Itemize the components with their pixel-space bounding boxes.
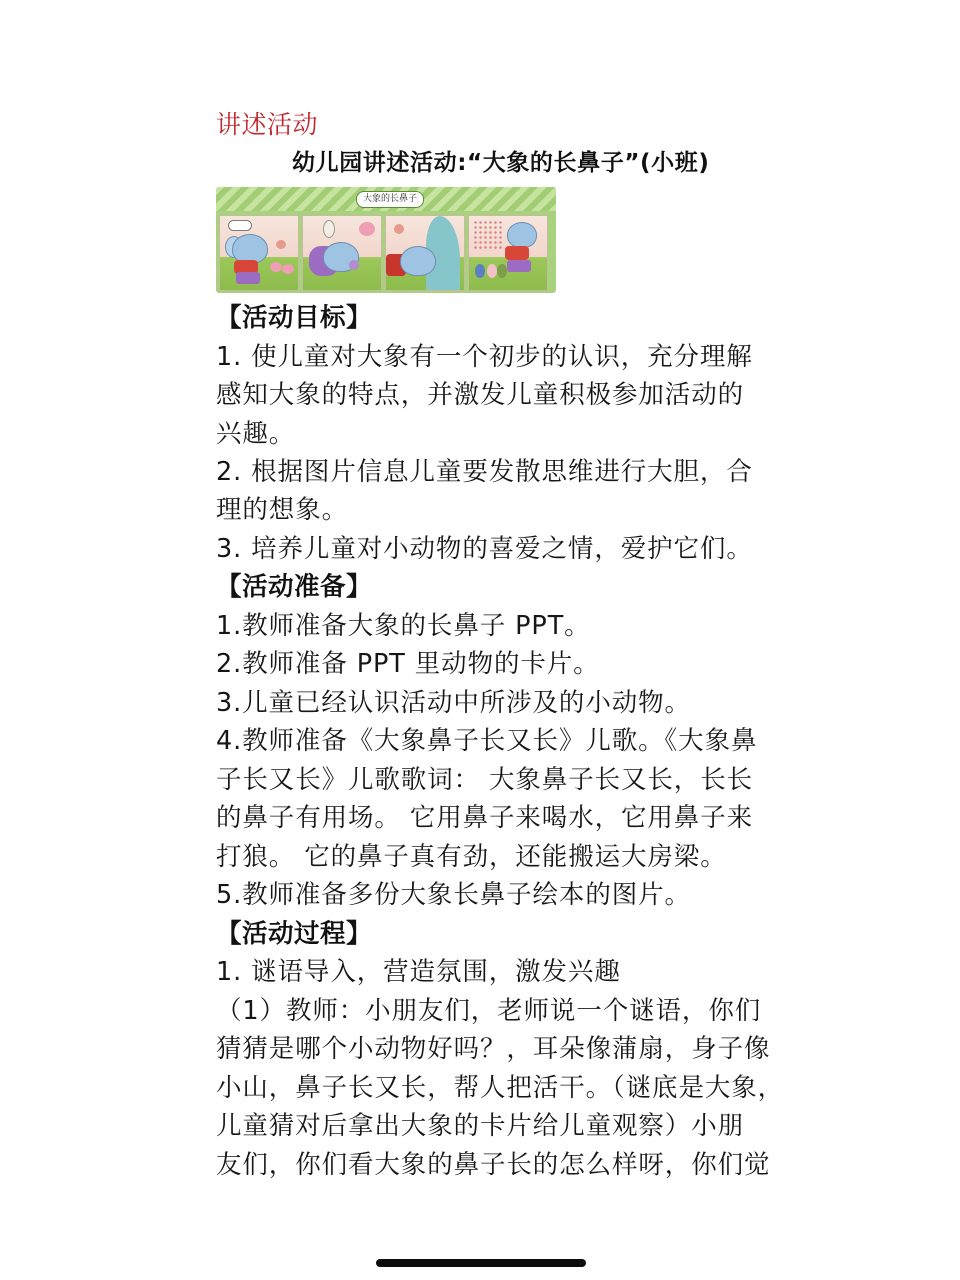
body-line: 的鼻子有用场。 它用鼻子来喝水，它用鼻子来	[216, 803, 754, 833]
body-line: 儿童猜对后拿出大象的卡片给儿童观察）小朋	[216, 1111, 745, 1141]
small-animal-icon	[475, 264, 485, 278]
small-animal-icon	[276, 240, 286, 249]
small-animal-icon	[394, 224, 404, 234]
body-line: 3. 培养儿童对小动物的喜爱之情，爱护它们。	[216, 534, 753, 564]
small-animal-icon	[487, 264, 497, 278]
document-title: 幼儿园讲述活动:“大象的长鼻子”(小班)	[292, 150, 710, 176]
category-label: 讲述活动	[216, 110, 319, 139]
comic-panel-3	[385, 215, 465, 291]
elephant-icon	[400, 246, 436, 276]
elephant-shirt	[505, 246, 529, 260]
comic-panel-2	[302, 215, 382, 291]
section-heading-goals: 【活动目标】	[216, 303, 373, 333]
body-line: 1. 谜语导入，营造氛围，激发兴趣	[216, 957, 621, 987]
body-line: 小山，鼻子长又长，帮人把活干。（谜底是大象，	[216, 1073, 785, 1103]
bush-icon	[282, 264, 294, 274]
comic-panel-4	[468, 215, 548, 291]
comic-strip-image	[216, 187, 556, 293]
body-line: 理的想象。	[216, 495, 349, 525]
bush-icon	[270, 262, 282, 272]
comic-banner-title: 大象的长鼻子	[356, 191, 424, 208]
body-line: 打狼。 它的鼻子真有劲，还能搬运大房梁。	[216, 842, 727, 872]
cloud-icon	[228, 220, 252, 231]
body-line: 猜猜是哪个小动物好吗？，耳朵像蒲扇，身子像	[216, 1034, 771, 1064]
body-line: 1.教师准备大象的长鼻子 PPT。	[216, 611, 591, 641]
body-line: 友们，你们看大象的鼻子长的怎么样呀，你们觉	[216, 1150, 771, 1180]
rabbit-icon	[323, 220, 335, 238]
comic-panel-1	[219, 215, 299, 291]
body-line: 4.教师准备《大象鼻子长又长》儿歌。《大象鼻	[216, 726, 758, 756]
body-line: （1）教师：小朋友们，老师说一个谜语，你们	[216, 996, 762, 1026]
section-heading-process: 【活动过程】	[216, 919, 373, 949]
small-animal-icon	[497, 264, 507, 278]
small-animal-icon	[349, 260, 359, 270]
body-line: 感知大象的特点，并激发儿童积极参加活动的	[216, 380, 745, 410]
water-spray-icon	[473, 220, 503, 250]
tree-icon	[359, 222, 375, 236]
elephant-pants	[236, 272, 260, 284]
body-line: 2. 根据图片信息儿童要发散思维进行大胆，合	[216, 457, 753, 487]
body-line: 2.教师准备 PPT 里动物的卡片。	[216, 649, 600, 679]
body-line: 兴趣。	[216, 419, 296, 449]
section-heading-preparation: 【活动准备】	[216, 572, 373, 602]
elephant-pants	[507, 260, 531, 272]
body-line: 5.教师准备多份大象长鼻子绘本的图片。	[216, 880, 691, 910]
home-indicator-bar[interactable]	[376, 1259, 586, 1267]
body-line: 1. 使儿童对大象有一个初步的认识，充分理解	[216, 342, 753, 372]
elephant-icon	[507, 222, 537, 248]
body-line: 子长又长》儿歌歌词： 大象鼻子长又长，长长	[216, 765, 754, 795]
body-line: 3.儿童已经认识活动中所涉及的小动物。	[216, 688, 691, 718]
